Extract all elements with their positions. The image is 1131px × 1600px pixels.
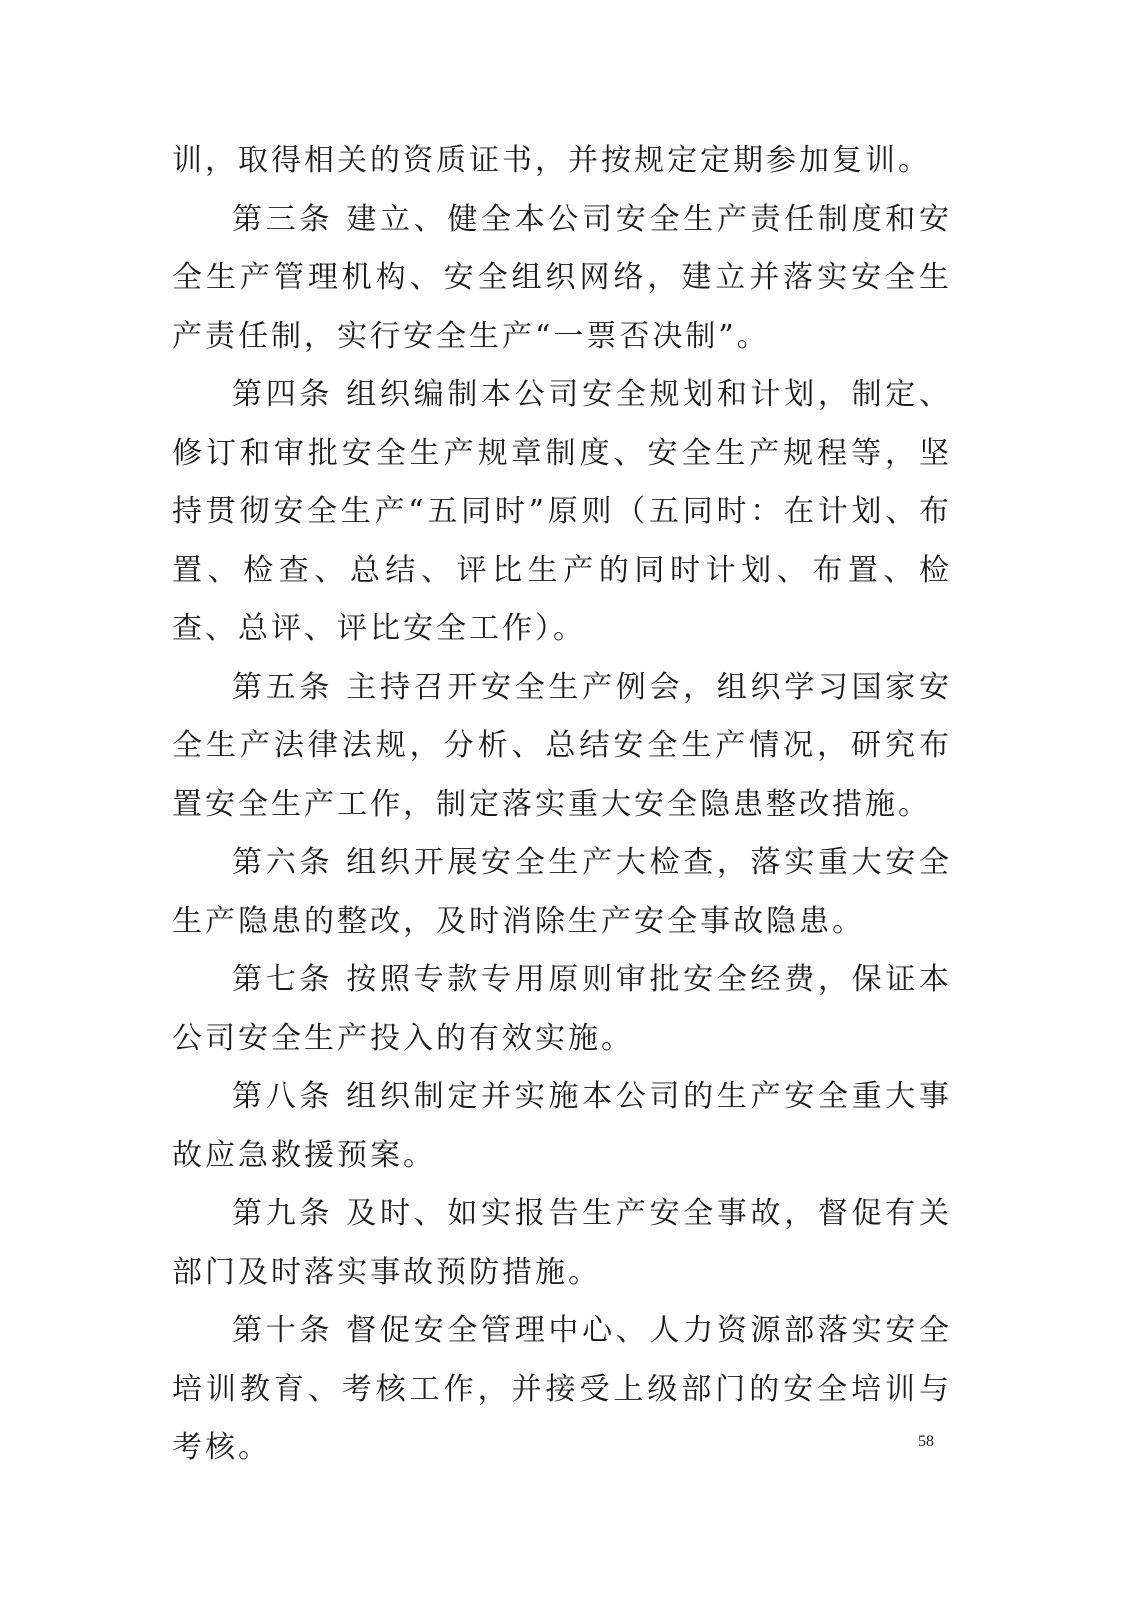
paragraph-continuation: 训，取得相关的资质证书，并按规定定期参加复训。 [172,143,931,178]
article-8-paragraph: 第八条 组织制定并实施本公司的生产安全重大事故应急救援预案。 [172,1079,952,1173]
article-6-paragraph: 第六条 组织开展安全生产大检查，落实重大安全生产隐患的整改，及时消除生产安全事故隐患。 [172,845,952,939]
article-4-paragraph: 第四条 组织编制本公司安全规划和计划，制定、修订和审批安全生产规章制度、安全生产规程等，坚持贯彻安全生产“五同时”原则（五同时：在计划、布置、检查、总结、评比生产的同时计划、布置、检查、总评、评比安全工作）。 [172,377,952,646]
document-body [172,132,952,1478]
page-number: 58 [918,1433,934,1450]
article-3-paragraph: 第三条 建立、健全本公司安全生产责任制度和安全生产管理机构、安全组织网络，建立并落实安全生产责任制，实行安全生产“一票否决制”。 [172,201,952,354]
article-5-paragraph: 第五条 主持召开安全生产例会，组织学习国家安全生产法律法规，分析、总结安全生产情况，研究布置安全生产工作，制定落实重大安全隐患整改措施。 [172,669,952,822]
article-10-paragraph: 第十条 督促安全管理中心、人力资源部落实安全培训教育、考核工作，并接受上级部门的安全培训与考核。 [172,1313,952,1465]
article-9-paragraph: 第九条 及时、如实报告生产安全事故，督促有关部门及时落实事故预防措施。 [172,1196,952,1290]
article-7-paragraph: 第七条 按照专款专用原则审批安全经费，保证本公司安全生产投入的有效实施。 [172,962,952,1056]
